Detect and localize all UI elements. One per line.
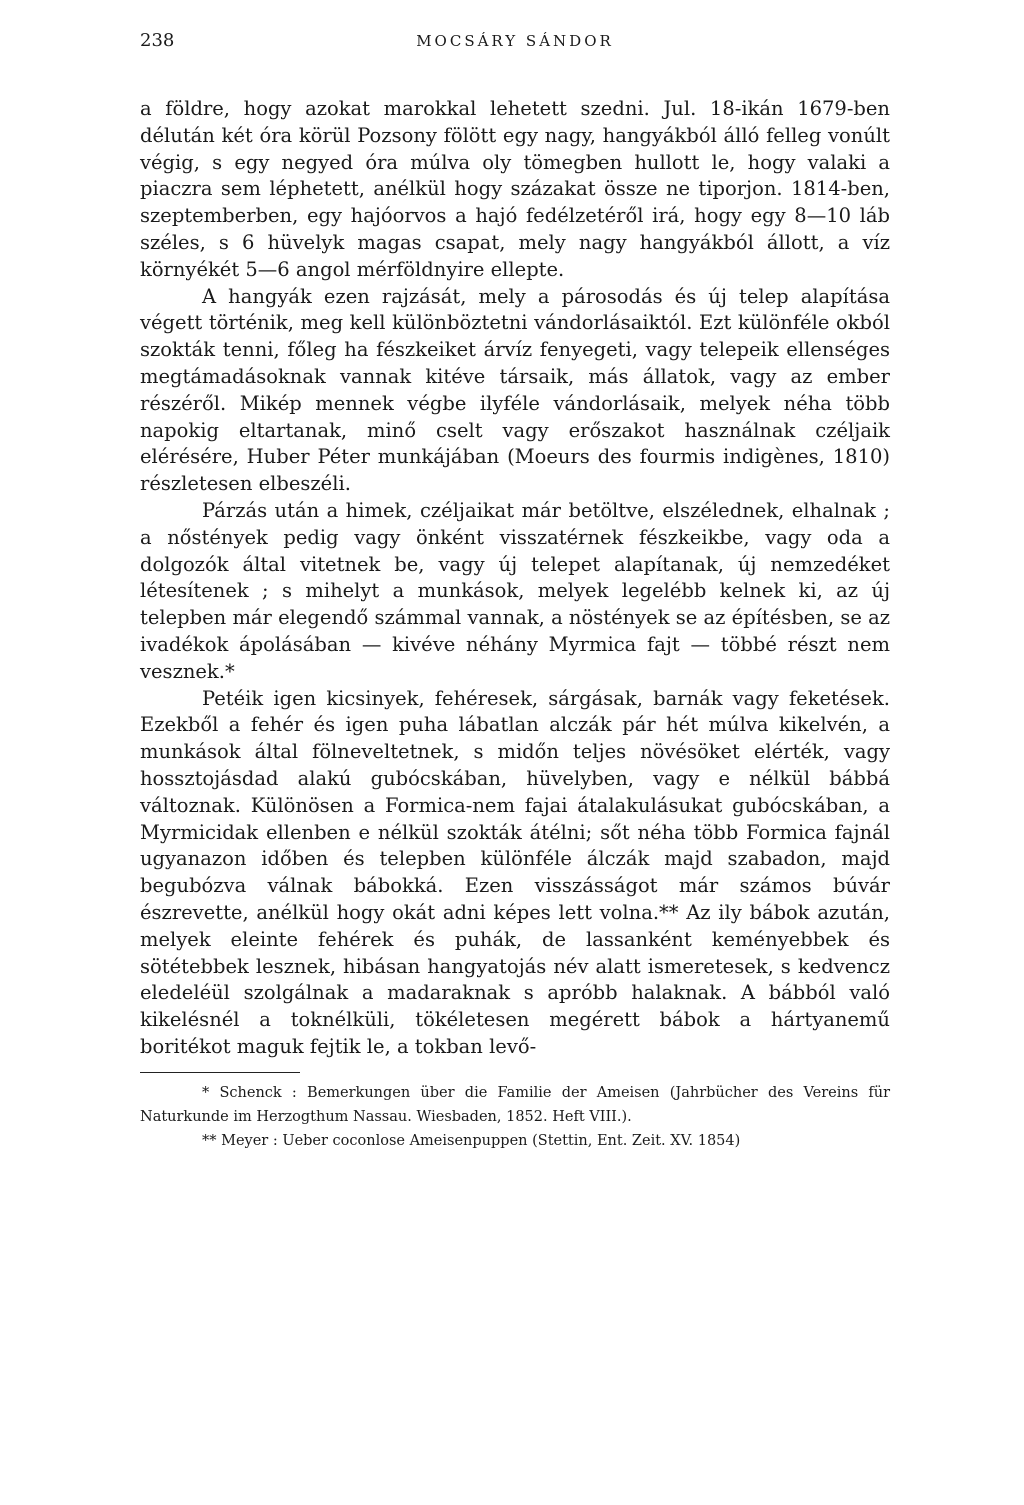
footnotes [140,1081,890,1153]
paragraph: Petéik igen kicsinyek, fehéresek, sárgásak, barnák vagy feketések. Ezekből a fehér és igen puha lábatlan alczák pár hét múlva kikelvén, a munkások által fölneveltetnek, s midőn teljes növésöket elérték, vagy hossztojásdad alakú gubócskában, hüvelyben, vagy e nélkül bábbá változnak. Különösen a Formica-nem fajai átalakulásukat gubócskában, a Myrmicidak ellenben e nélkül szokták átélni; sőt néha több Formica fajnál ugyanazon időben és telepben különféle álczák majd szabadon, majd begubózva válnak bábokká. Ezen visszásságot már számos búvár észrevette, anélkül hogy okát adni képes lett volna.** Az ily bábok azután, melyek eleinte fehérek és puhák, de lassanként keményebbek és sötétebbek lesznek, hibásan hangyatojás név alatt ismeretesek, s kedvencz eledeléül szolgálnak a madaraknak s apróbb halaknak. A bábból való kikelésnél a toknélküli, tökéletesen megérett bábok a hártyanemű boritékot maguk fejtik le, a tokban levő- [140,686,890,1058]
footnote-divider [140,1072,300,1073]
page-number: 238 [140,30,175,51]
paragraph: A hangyák ezen rajzását, mely a párosodás és új telep alapítása végett történik, meg kell különböztetni vándorlásaiktól. Ezt különféle okból szokták tenni, főleg ha fészkeiket árvíz fenyegeti, vagy telepeik ellenséges megtámadásoknak vannak kitéve társaik, más állatok, vagy az ember részéről. Mikép mennek végbe ilyféle vándorlásaik, melyek néha több napokig eltartanak, minő cselt vagy erőszakot használnak czéljaik elérésére, Huber Péter munkájában (Moeurs des fourmis indigènes, 1810) részletesen elbeszéli. [140,284,890,496]
running-head: MOCSÁRY SÁNDOR [416,32,614,50]
paragraph-continuation: a földre, hogy azokat marokkal lehetett szedni. Jul. 18-ikán 1679-ben délután két óra körül Pozsony fölött egy nagy, hangyákból álló felleg vonúlt végig, s egy negyed óra múlva oly tömegben hullott le, hogy valaki a piaczra sem léphetett, anélkül hogy százakat össze ne tiporjon. 1814-ben, szeptemberben, egy hajóorvos a hajó fedélzetéről irá, hogy egy 8—10 láb széles, s 6 hüvelyk magas csapat, mely nagy hangyákból állott, a víz környékét 5—6 angol mérföldnyire ellepte. [140,97,890,281]
paragraph: Párzás után a himek, czéljaikat már betöltve, elszélednek, elhalnak ; a nőstények pedig vagy önként visszatérnek fészkeikbe, vagy oda a dolgozók által vitetnek be, vagy új telepet alapítanak, új nemzedéket létesítenek ; s mihelyt a munkások, melyek legelébb kelnek ki, az új telepben már elegendő számmal vannak, a nöstények se az építésben, se az ivadékok ápolásában — kivéve néhány Myrmica fajt — többé részt nem vesznek.* [140,498,890,683]
page-header [140,30,890,70]
body-text [140,96,890,1061]
footnote: * Schenck : Bemerkungen über die Familie der Ameisen (Jahrbücher des Vereins für Naturkunde im Herzogthum Nassau. Wiesbaden, 1852. Heft VIII.). [140,1084,890,1125]
book-page [140,30,890,1153]
footnote: ** Meyer : Ueber coconlose Ameisenpuppen (Stettin, Ent. Zeit. XV. 1854) [202,1132,741,1149]
